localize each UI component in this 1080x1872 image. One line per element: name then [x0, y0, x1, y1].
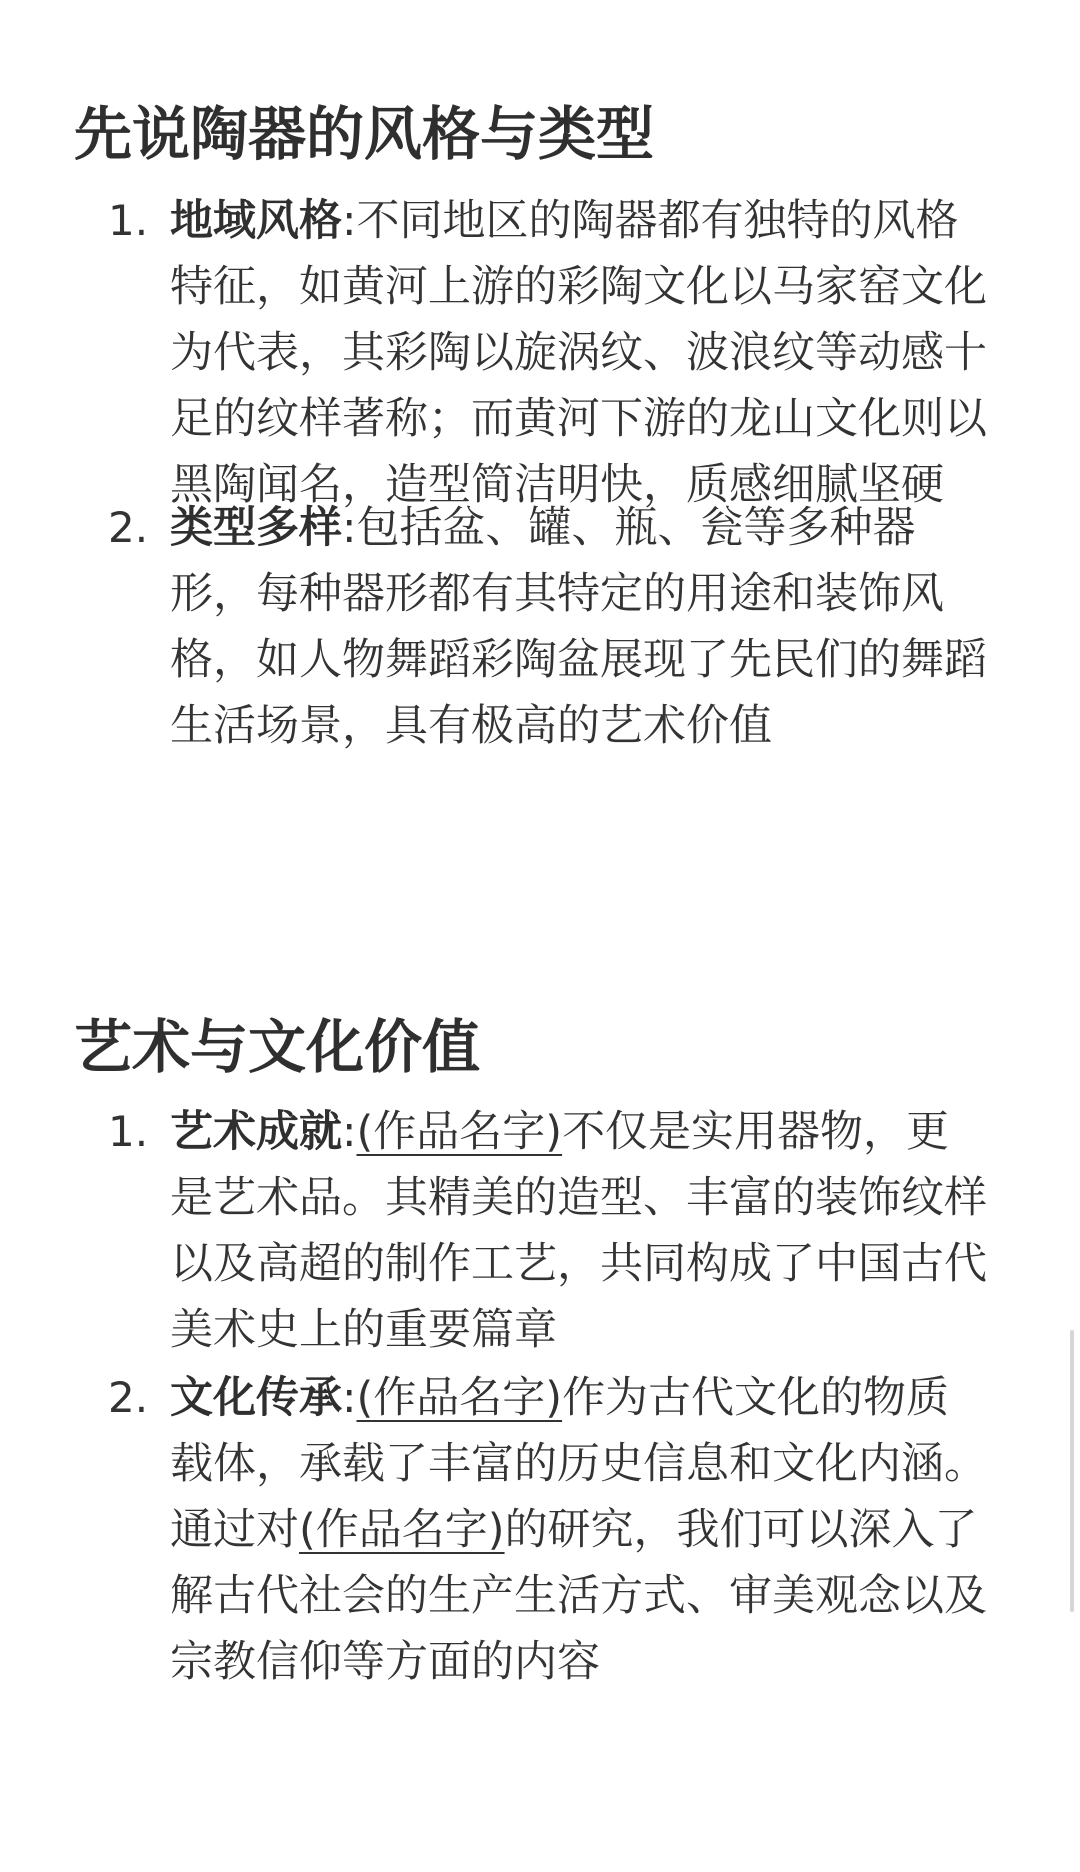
vertical-scrollbar[interactable]: [1070, 1330, 1074, 1612]
list-item-diverse-types: [0, 495, 1080, 825]
list-item-body-part-1: 作为古代文化的物质载体，承载了丰富的历史信息和文化内涵。通过对: [170, 1373, 987, 1555]
list-number: 1.: [108, 1107, 149, 1156]
list-item-colon: :: [342, 1373, 357, 1423]
section-art-and-cultural-value: [0, 1012, 1080, 1772]
list-item-artistic-achievement: [0, 1099, 1080, 1363]
list-item-term: 文化传承: [170, 1373, 342, 1423]
section-ceramic-style-and-types: [0, 95, 1080, 751]
list-item-regional-style: [0, 188, 1080, 518]
list-item-text: [170, 1099, 990, 1363]
list-number: 2.: [108, 1373, 149, 1422]
list-item-body-part-2: 的研究，我们可以深入了解古代社会的生产生活方式、审美观念以及宗教信仰等方面的内容: [170, 1505, 987, 1687]
list-number: 2.: [108, 503, 149, 552]
bottom-fade: [0, 1802, 1080, 1872]
list-item-colon: :: [342, 503, 357, 553]
list-item-text: [170, 188, 990, 518]
list-item-term: 类型多样: [170, 503, 342, 553]
list-item-colon: :: [342, 196, 357, 246]
section-title: 艺术与文化价值: [74, 1013, 481, 1081]
work-name-placeholder-second: (作品名字): [299, 1505, 505, 1555]
list-item-text: [170, 1365, 990, 1695]
list-item-cultural-heritage: [0, 1365, 1080, 1761]
list-item-colon: :: [342, 1107, 357, 1157]
list-item-body: 包括盆、罐、瓶、瓮等多种器形，每种器形都有其特定的用途和装饰风格，如人物舞蹈彩陶盆展现了先民们的舞蹈生活场景，具有极高的艺术价值: [170, 503, 987, 751]
section-title: 先说陶器的风格与类型: [74, 100, 655, 168]
list-number: 1.: [108, 196, 149, 245]
work-name-placeholder: (作品名字): [356, 1373, 563, 1423]
list-item-term: 艺术成就: [170, 1107, 342, 1157]
list-item-body: 不仅是实用器物，更是艺术品。其精美的造型、丰富的装饰纹样以及高超的制作工艺，共同构成了中国古代美术史上的重要篇章: [170, 1107, 987, 1355]
list-item-term: 地域风格: [170, 196, 342, 246]
work-name-placeholder: (作品名字): [356, 1107, 563, 1157]
list-item-body: 不同地区的陶器都有独特的风格特征，如黄河上游的彩陶文化以马家窑文化为代表，其彩陶以旋涡纹、波浪纹等动感十足的纹样著称；而黄河下游的龙山文化则以黑陶闻名，造型简洁明快，质感细腻坚硬: [170, 196, 987, 510]
list-item-text: [170, 495, 990, 759]
